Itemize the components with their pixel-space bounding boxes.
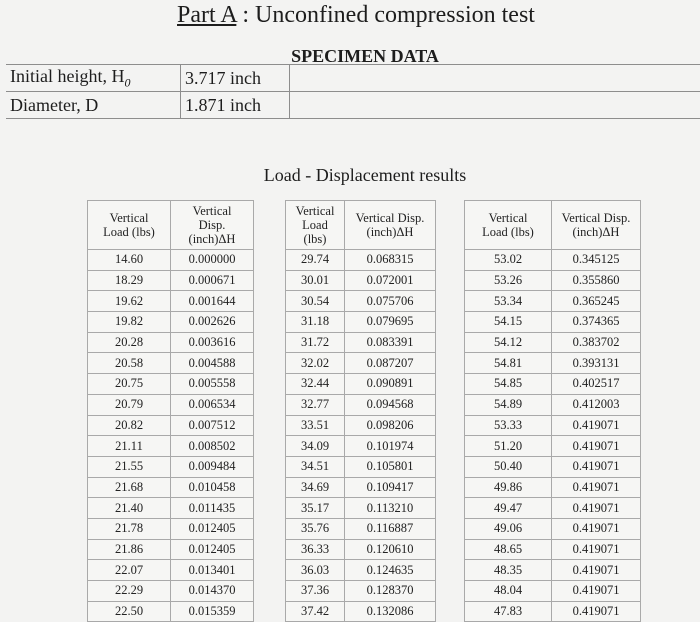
load-cell: 19.62 xyxy=(88,291,171,312)
header-line: (inch)ΔH xyxy=(345,225,435,239)
disp-cell: 0.365245 xyxy=(552,291,641,312)
results-table-3 xyxy=(464,200,641,622)
disp-cell: 0.014370 xyxy=(171,581,254,602)
table-row xyxy=(465,374,641,395)
disp-cell: 0.419071 xyxy=(552,498,641,519)
table-row xyxy=(465,353,641,374)
table-row xyxy=(286,518,436,539)
load-cell: 54.85 xyxy=(465,374,552,395)
header-line: (inch)ΔH xyxy=(552,225,640,239)
disp-cell: 0.068315 xyxy=(345,250,436,271)
disp-cell: 0.355860 xyxy=(552,270,641,291)
disp-cell: 0.003616 xyxy=(171,332,254,353)
disp-cell: 0.383702 xyxy=(552,332,641,353)
specimen-row-diameter xyxy=(6,92,700,119)
disp-cell: 0.094568 xyxy=(345,394,436,415)
column-header-disp xyxy=(552,201,641,250)
load-cell: 22.07 xyxy=(88,560,171,581)
table-row xyxy=(465,456,641,477)
table-row xyxy=(286,250,436,271)
header-line: Vertical xyxy=(171,204,253,218)
table-row xyxy=(465,581,641,602)
disp-cell: 0.079695 xyxy=(345,312,436,333)
specimen-value: 1.871 inch xyxy=(181,92,290,119)
load-cell: 54.12 xyxy=(465,332,552,353)
table-row xyxy=(88,477,254,498)
load-cell: 32.02 xyxy=(286,353,345,374)
disp-cell: 0.009484 xyxy=(171,456,254,477)
table-row xyxy=(286,353,436,374)
disp-cell: 0.105801 xyxy=(345,456,436,477)
disp-cell: 0.013401 xyxy=(171,560,254,581)
specimen-label: Initial height, $H_0$ xyxy=(6,65,181,92)
table-row xyxy=(465,539,641,560)
disp-cell: 0.374365 xyxy=(552,312,641,333)
load-cell: 32.44 xyxy=(286,374,345,395)
results-table-1 xyxy=(87,200,254,622)
load-cell: 49.06 xyxy=(465,518,552,539)
header-row xyxy=(88,201,254,250)
disp-cell: 0.010458 xyxy=(171,477,254,498)
table-row xyxy=(88,436,254,457)
table-row xyxy=(286,415,436,436)
disp-cell: 0.109417 xyxy=(345,477,436,498)
load-cell: 19.82 xyxy=(88,312,171,333)
disp-cell: 0.000000 xyxy=(171,250,254,271)
load-cell: 34.51 xyxy=(286,456,345,477)
load-cell: 54.81 xyxy=(465,353,552,374)
disp-cell: 0.011435 xyxy=(171,498,254,519)
load-cell: 21.11 xyxy=(88,436,171,457)
disp-cell: 0.419071 xyxy=(552,601,641,622)
table-row xyxy=(465,436,641,457)
table-row xyxy=(465,250,641,271)
column-header-disp xyxy=(171,201,254,250)
disp-cell: 0.098206 xyxy=(345,415,436,436)
disp-cell: 0.412003 xyxy=(552,394,641,415)
title-text: : Unconfined compression test xyxy=(236,2,535,28)
table-row xyxy=(286,477,436,498)
load-cell: 21.40 xyxy=(88,498,171,519)
table-row xyxy=(465,498,641,519)
column-header-load xyxy=(88,201,171,250)
load-cell: 22.29 xyxy=(88,581,171,602)
header-line: Load xyxy=(286,218,344,232)
disp-cell: 0.083391 xyxy=(345,332,436,353)
disp-cell: 0.101974 xyxy=(345,436,436,457)
disp-cell: 0.005558 xyxy=(171,374,254,395)
load-cell: 54.89 xyxy=(465,394,552,415)
load-cell: 21.55 xyxy=(88,456,171,477)
results-table-2 xyxy=(285,200,436,622)
specimen-blank xyxy=(290,92,700,119)
load-cell: 33.51 xyxy=(286,415,345,436)
load-cell: 34.69 xyxy=(286,477,345,498)
disp-cell: 0.132086 xyxy=(345,601,436,622)
part-label: Part A xyxy=(177,2,236,28)
header-row xyxy=(286,201,436,250)
table-row xyxy=(465,312,641,333)
disp-cell: 0.419071 xyxy=(552,415,641,436)
table-row xyxy=(88,250,254,271)
table-row xyxy=(88,332,254,353)
table-row xyxy=(88,312,254,333)
load-cell: 48.65 xyxy=(465,539,552,560)
load-cell: 37.42 xyxy=(286,601,345,622)
load-cell: 53.33 xyxy=(465,415,552,436)
table-row xyxy=(286,270,436,291)
table-row xyxy=(88,456,254,477)
header-line: Vertical xyxy=(286,204,344,218)
disp-cell: 0.120610 xyxy=(345,539,436,560)
table-row xyxy=(286,374,436,395)
load-cell: 48.04 xyxy=(465,581,552,602)
table-row xyxy=(465,394,641,415)
load-cell: 14.60 xyxy=(88,250,171,271)
load-cell: 21.78 xyxy=(88,518,171,539)
disp-cell: 0.001644 xyxy=(171,291,254,312)
load-cell: 54.15 xyxy=(465,312,552,333)
load-cell: 37.36 xyxy=(286,581,345,602)
load-cell: 31.72 xyxy=(286,332,345,353)
load-cell: 20.79 xyxy=(88,394,171,415)
load-cell: 49.86 xyxy=(465,477,552,498)
load-cell: 36.03 xyxy=(286,560,345,581)
disp-cell: 0.087207 xyxy=(345,353,436,374)
table-row xyxy=(286,539,436,560)
specimen-label: Diameter, D xyxy=(6,92,181,119)
load-cell: 34.09 xyxy=(286,436,345,457)
table-row xyxy=(88,394,254,415)
table-row xyxy=(88,581,254,602)
disp-cell: 0.004588 xyxy=(171,353,254,374)
table-row xyxy=(88,560,254,581)
disp-cell: 0.015359 xyxy=(171,601,254,622)
load-cell: 49.47 xyxy=(465,498,552,519)
table-row xyxy=(88,601,254,622)
disp-cell: 0.345125 xyxy=(552,250,641,271)
disp-cell: 0.012405 xyxy=(171,518,254,539)
load-cell: 53.34 xyxy=(465,291,552,312)
load-cell: 48.35 xyxy=(465,560,552,581)
disp-cell: 0.128370 xyxy=(345,581,436,602)
table-row xyxy=(465,415,641,436)
load-cell: 21.68 xyxy=(88,477,171,498)
column-header-load xyxy=(465,201,552,250)
header-line: (lbs) xyxy=(286,232,344,246)
disp-cell: 0.419071 xyxy=(552,456,641,477)
load-cell: 47.83 xyxy=(465,601,552,622)
specimen-blank xyxy=(290,65,700,92)
header-line: Vertical xyxy=(465,211,551,225)
header-line: Vertical xyxy=(88,211,170,225)
header-row xyxy=(465,201,641,250)
disp-cell: 0.072001 xyxy=(345,270,436,291)
load-cell: 18.29 xyxy=(88,270,171,291)
load-cell: 21.86 xyxy=(88,539,171,560)
load-cell: 35.76 xyxy=(286,518,345,539)
table-row xyxy=(88,270,254,291)
load-cell: 32.77 xyxy=(286,394,345,415)
disp-cell: 0.393131 xyxy=(552,353,641,374)
disp-cell: 0.113210 xyxy=(345,498,436,519)
load-cell: 50.40 xyxy=(465,456,552,477)
table-row xyxy=(286,312,436,333)
table-row xyxy=(88,539,254,560)
specimen-value: 3.717 inch xyxy=(181,65,290,92)
table-row xyxy=(286,436,436,457)
column-header-load xyxy=(286,201,345,250)
table-row xyxy=(88,415,254,436)
load-cell: 29.74 xyxy=(286,250,345,271)
specimen-row-height xyxy=(6,65,700,92)
disp-cell: 0.075706 xyxy=(345,291,436,312)
disp-cell: 0.419071 xyxy=(552,560,641,581)
table-row xyxy=(88,374,254,395)
disp-cell: 0.419071 xyxy=(552,477,641,498)
table-row xyxy=(88,498,254,519)
table-row xyxy=(88,518,254,539)
disp-cell: 0.402517 xyxy=(552,374,641,395)
table-row xyxy=(286,332,436,353)
load-cell: 22.50 xyxy=(88,601,171,622)
table-row xyxy=(465,270,641,291)
table-row xyxy=(286,498,436,519)
header-line: Vertical Disp. xyxy=(345,211,435,225)
specimen-table xyxy=(6,64,700,119)
table-row xyxy=(465,518,641,539)
page-title xyxy=(0,2,700,28)
disp-cell: 0.419071 xyxy=(552,518,641,539)
table-row xyxy=(465,601,641,622)
load-cell: 35.17 xyxy=(286,498,345,519)
table-row xyxy=(88,291,254,312)
load-cell: 53.26 xyxy=(465,270,552,291)
header-line: (inch)ΔH xyxy=(171,232,253,246)
load-cell: 20.58 xyxy=(88,353,171,374)
header-line: Load (lbs) xyxy=(88,225,170,239)
load-cell: 36.33 xyxy=(286,539,345,560)
disp-cell: 0.419071 xyxy=(552,539,641,560)
disp-cell: 0.012405 xyxy=(171,539,254,560)
table-row xyxy=(286,394,436,415)
header-line: Vertical Disp. xyxy=(552,211,640,225)
disp-cell: 0.002626 xyxy=(171,312,254,333)
column-header-disp xyxy=(345,201,436,250)
load-cell: 20.82 xyxy=(88,415,171,436)
results-heading: Load - Displacement results xyxy=(0,165,700,186)
load-cell: 51.20 xyxy=(465,436,552,457)
load-cell: 20.75 xyxy=(88,374,171,395)
table-row xyxy=(465,332,641,353)
table-row xyxy=(286,456,436,477)
table-row xyxy=(465,560,641,581)
load-cell: 20.28 xyxy=(88,332,171,353)
table-row xyxy=(286,291,436,312)
load-cell: 31.18 xyxy=(286,312,345,333)
disp-cell: 0.006534 xyxy=(171,394,254,415)
load-cell: 30.54 xyxy=(286,291,345,312)
table-row xyxy=(465,477,641,498)
header-line: Disp. xyxy=(171,218,253,232)
disp-cell: 0.116887 xyxy=(345,518,436,539)
table-row xyxy=(286,581,436,602)
disp-cell: 0.419071 xyxy=(552,581,641,602)
disp-cell: 0.008502 xyxy=(171,436,254,457)
load-cell: 30.01 xyxy=(286,270,345,291)
table-row xyxy=(465,291,641,312)
specimen-data-heading: SPECIMEN DATA xyxy=(0,46,700,67)
table-row xyxy=(88,353,254,374)
disp-cell: 0.000671 xyxy=(171,270,254,291)
disp-cell: 0.007512 xyxy=(171,415,254,436)
disp-cell: 0.419071 xyxy=(552,436,641,457)
table-row xyxy=(286,560,436,581)
load-cell: 53.02 xyxy=(465,250,552,271)
disp-cell: 0.090891 xyxy=(345,374,436,395)
disp-cell: 0.124635 xyxy=(345,560,436,581)
header-line: Load (lbs) xyxy=(465,225,551,239)
table-row xyxy=(286,601,436,622)
